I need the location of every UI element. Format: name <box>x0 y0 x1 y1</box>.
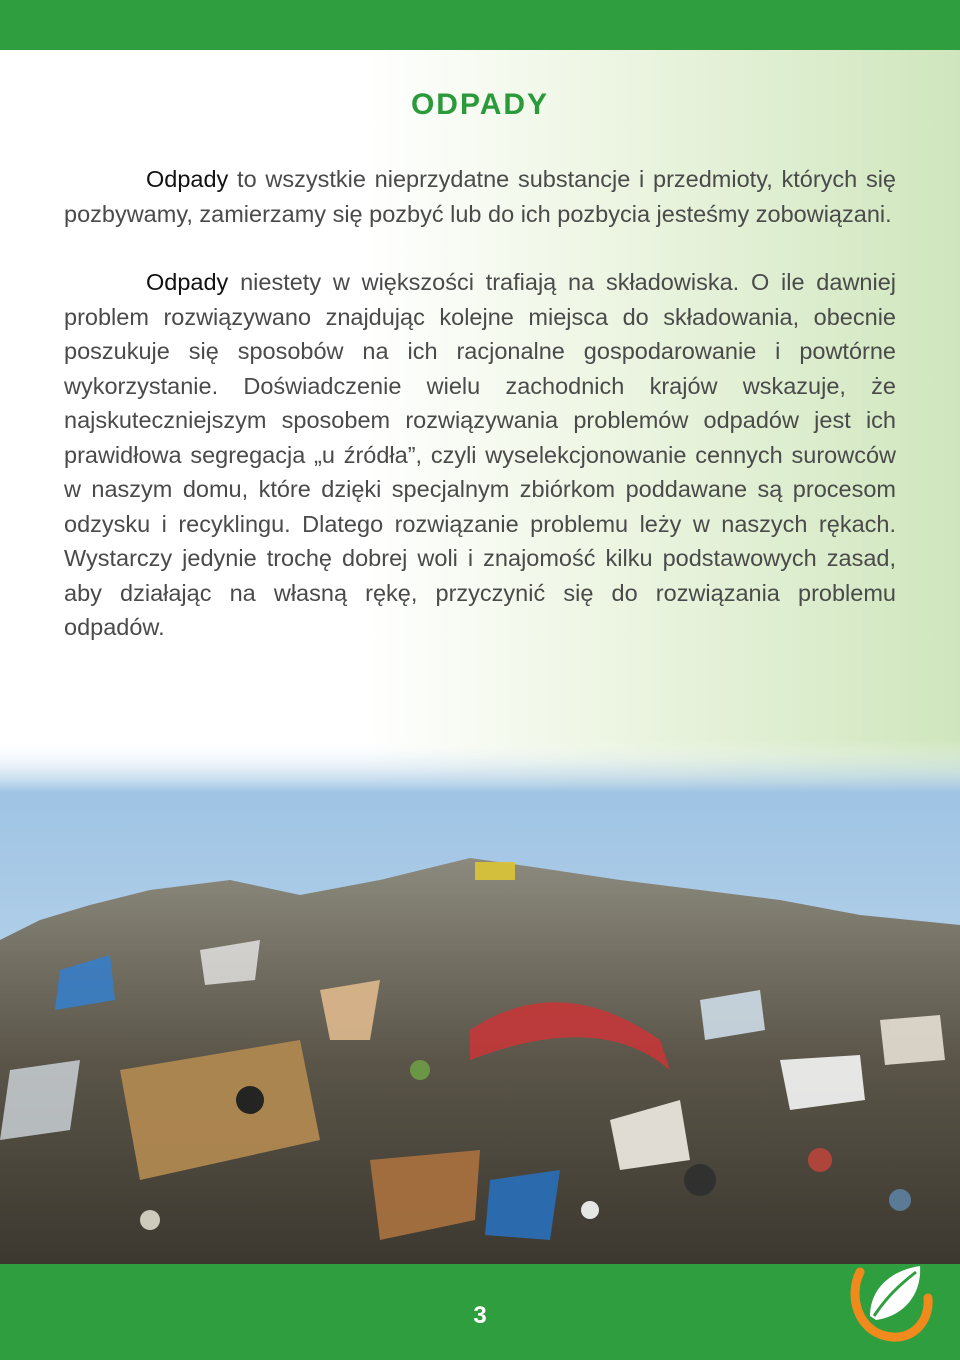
page-title: ODPADY <box>410 88 550 121</box>
paragraph-text: niestety w większości trafiają na składowiska. O ile dawniej problem rozwiązywano znajdując kolejne miejsca do składowania, obecnie poszukuje się sposobów na ich racjonalne gospodarowanie i powtórne wykorzystanie. Doświadczenie wielu zachodnich krajów wskazuje, że najskuteczniejszym sposobem rozwiązywania problemów odpadów jest ich prawidłowa segregacja „u źródła”, czyli wyselekcjonowanie cennych surowców w naszym domu, które dzięki specjalnym zbiórkom poddawane są procesom odzysku i recyklingu. Dlatego rozwiązanie problemu leży w naszych rękach. Wystarczy jedynie trochę dobrej woli i znajomość kilku podstawowych zasad, aby działając na własną rękę, przyczynić się do rozwiązania problemu odpadów. <box>64 269 896 640</box>
keyword-odpady: Odpady <box>146 269 229 295</box>
paragraph-text: to wszystkie nieprzydatne substancje i przedmioty, których się pozbywamy, zamierzamy się pozbyć lub do ich pozbycia jesteśmy zobowiązani. <box>64 166 896 227</box>
body-text <box>64 162 896 645</box>
paragraph-definition <box>64 162 896 231</box>
top-green-bar <box>0 0 960 50</box>
page-number: 3 <box>473 1302 487 1329</box>
landfill-photo <box>0 740 960 1264</box>
keyword-odpady: Odpady <box>146 166 229 192</box>
paragraph-landfills <box>64 265 896 645</box>
leaf-logo-icon <box>846 1252 934 1348</box>
